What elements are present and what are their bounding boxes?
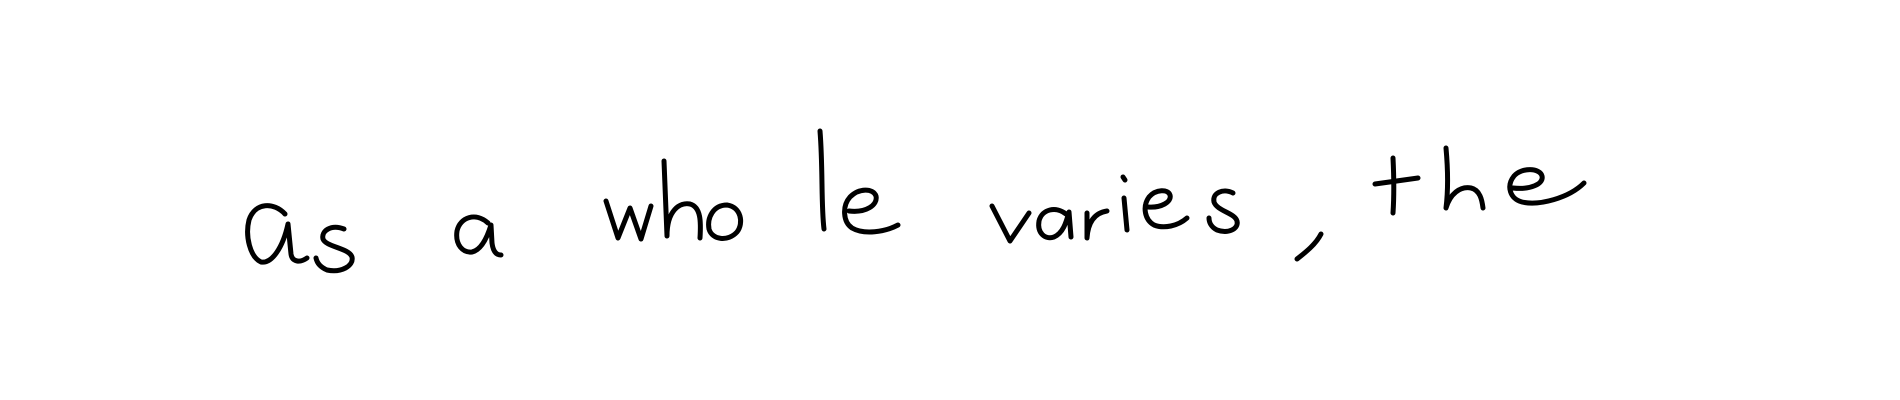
handwritten-word-whole [606,131,898,239]
handwritten-word-the [1375,148,1584,213]
handwritten-word-varies [992,177,1321,259]
handwritten-word-a [457,217,501,255]
handwritten-word-as [248,206,353,271]
